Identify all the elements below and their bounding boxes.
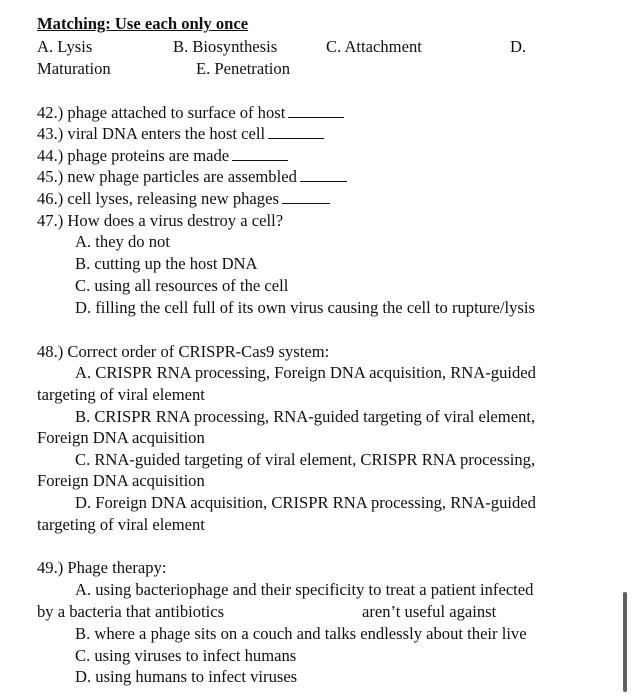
q48-option-a-line1: A. CRISPR RNA processing, Foreign DNA acquisition, RNA-guided <box>75 363 536 382</box>
q48-option-d-line1: D. Foreign DNA acquisition, CRISPR RNA processing, RNA-guided <box>75 493 536 512</box>
answer-blank-43[interactable] <box>268 125 324 139</box>
item-44-text: 44.) phage proteins are made <box>37 146 230 165</box>
matching-heading: Matching: Use each only once <box>37 14 249 33</box>
q49-option-c: C. using viruses to infect humans <box>75 646 297 665</box>
item-45-text: 45.) new phage particles are assembled <box>37 167 297 186</box>
item-42-text: 42.) phage attached to surface of host <box>37 103 286 122</box>
item-45 <box>37 166 347 187</box>
q49-question: 49.) Phage therapy: <box>37 558 167 577</box>
option-b: B. Biosynthesis <box>173 37 278 56</box>
scrollbar-thumb[interactable] <box>623 592 627 692</box>
answer-blank-44[interactable] <box>232 147 288 161</box>
item-44 <box>37 145 288 166</box>
answer-blank-42[interactable] <box>288 104 344 118</box>
q49-option-b: B. where a phage sits on a couch and talks endlessly about their live <box>75 624 527 643</box>
item-46 <box>37 188 330 209</box>
q49-option-a-line2-right: aren’t useful against <box>362 602 497 621</box>
q48-option-d-line2: targeting of viral element <box>37 515 205 534</box>
q48-option-b-line2: Foreign DNA acquisition <box>37 428 205 447</box>
q47-option-d: D. filling the cell full of its own virus causing the cell to rupture/lysis <box>75 298 535 317</box>
q48-option-b-line1: B. CRISPR RNA processing, RNA-guided targeting of viral element, <box>75 407 536 426</box>
option-d-word: Maturation <box>37 59 111 78</box>
answer-blank-45[interactable] <box>300 168 347 182</box>
item-43-text: 43.) viral DNA enters the host cell <box>37 124 266 143</box>
option-e: E. Penetration <box>196 59 291 78</box>
q48-option-c-line2: Foreign DNA acquisition <box>37 471 205 490</box>
option-c: C. Attachment <box>326 37 422 56</box>
q48-option-a-line2: targeting of viral element <box>37 385 205 404</box>
option-d-letter: D. <box>510 37 527 56</box>
q47-option-c: C. using all resources of the cell <box>75 276 289 295</box>
q48-question: 48.) Correct order of CRISPR-Cas9 system: <box>37 342 330 361</box>
answer-blank-46[interactable] <box>282 190 330 204</box>
q47-question: 47.) How does a virus destroy a cell? <box>37 211 284 230</box>
q47-option-a: A. they do not <box>75 232 170 251</box>
q49-option-d: D. using humans to infect viruses <box>75 667 298 686</box>
item-42 <box>37 102 344 123</box>
item-43 <box>37 123 324 144</box>
q48-option-c-line1: C. RNA-guided targeting of viral element, CRISPR RNA processing, <box>75 450 536 469</box>
option-a: A. Lysis <box>37 37 93 56</box>
q49-option-a-line2-left: by a bacteria that antibiotics <box>37 602 225 621</box>
q49-option-a-line1: A. using bacteriophage and their specificity to treat a patient infected <box>75 580 534 599</box>
item-46-text: 46.) cell lyses, releasing new phages <box>37 189 279 208</box>
q47-option-b: B. cutting up the host DNA <box>75 254 258 273</box>
